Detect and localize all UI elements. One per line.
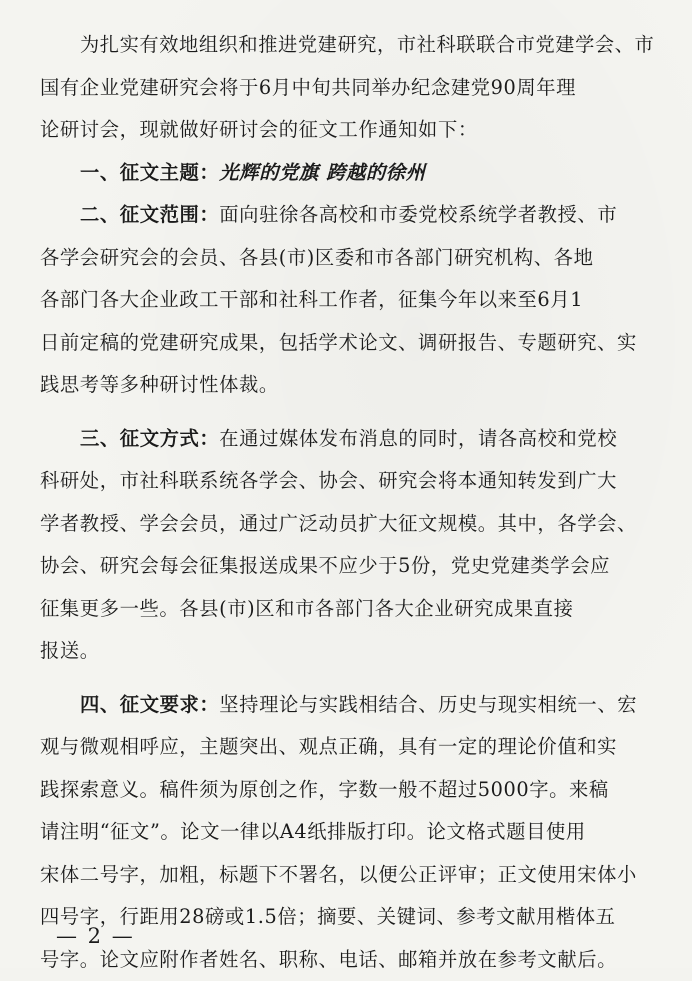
- section-3-line-5: 征集更多一些。各县(市)区和市各部门各大企业研究成果直接: [40, 588, 660, 631]
- section-3-line-2: 科研处，市社科联系统各学会、协会、研究会将本通知转发到广大: [40, 460, 660, 503]
- section-4-line-4: 请注明“征文”。论文一律以A4纸排版打印。论文格式题目使用: [40, 811, 660, 854]
- section-3-line-6: 报送。: [40, 630, 660, 673]
- section-1-theme: 光辉的党旗 跨越的徐州: [219, 161, 425, 184]
- section-3-heading: 三、征文方式：: [80, 427, 219, 450]
- section-4-first-line: [40, 684, 660, 727]
- page-number: — 2 —: [56, 924, 135, 948]
- section-4-line-7: 号字。论文应附作者姓名、职称、电话、邮箱并放在参考文献后。: [40, 939, 660, 981]
- section-2-first-line: [40, 194, 660, 237]
- intro-line-3: 论研讨会，现就做好研讨会的征文工作通知如下：: [40, 109, 660, 152]
- section-4-line-6: 四号字，行距用28磅或1.5倍；摘要、关键词、参考文献用楷体五: [40, 896, 660, 939]
- section-2-first-text: 面向驻徐各高校和市委党校系统学者教授、市: [219, 203, 617, 226]
- section-3-first-text: 在通过媒体发布消息的同时，请各高校和党校: [219, 427, 617, 450]
- intro-line-1: 为扎实有效地组织和推进党建研究，市社科联联合市党建学会、市: [40, 24, 660, 67]
- section-3-first-line: [40, 418, 660, 461]
- section-3-line-4: 协会、研究会每会征集报送成果不应少于5份，党史党建类学会应: [40, 545, 660, 588]
- section-1: [40, 152, 660, 195]
- section-2-line-5: 践思考等多种研讨性体裁。: [40, 364, 660, 407]
- section-2-line-4: 日前定稿的党建研究成果，包括学术论文、调研报告、专题研究、实: [40, 322, 660, 365]
- section-4-line-2: 观与微观相呼应，主题突出、观点正确，具有一定的理论价值和实: [40, 726, 660, 769]
- section-4-heading: 四、征文要求：: [80, 693, 219, 716]
- section-4-line-5: 宋体二号字，加粗，标题下不署名，以便公正评审；正文使用宋体小: [40, 854, 660, 897]
- intro-line-2: 国有企业党建研究会将于6月中旬共同举办纪念建党90周年理: [40, 67, 660, 110]
- section-2-line-2: 各学会研究会的会员、各县(市)区委和市各部门研究机构、各地: [40, 237, 660, 280]
- section-4-first-text: 坚持理论与实践相结合、历史与现实相统一、宏: [219, 693, 637, 716]
- section-4-line-3: 践探索意义。稿件须为原创之作，字数一般不超过5000字。来稿: [40, 769, 660, 812]
- document-body: [40, 24, 660, 981]
- section-2-line-3: 各部门各大企业政工干部和社科工作者，征集今年以来至6月1: [40, 279, 660, 322]
- section-3-line-3: 学者教授、学会会员，通过广泛动员扩大征文规模。其中，各学会、: [40, 503, 660, 546]
- section-2-heading: 二、征文范围：: [80, 203, 219, 226]
- section-1-heading: 一、征文主题：: [80, 161, 219, 184]
